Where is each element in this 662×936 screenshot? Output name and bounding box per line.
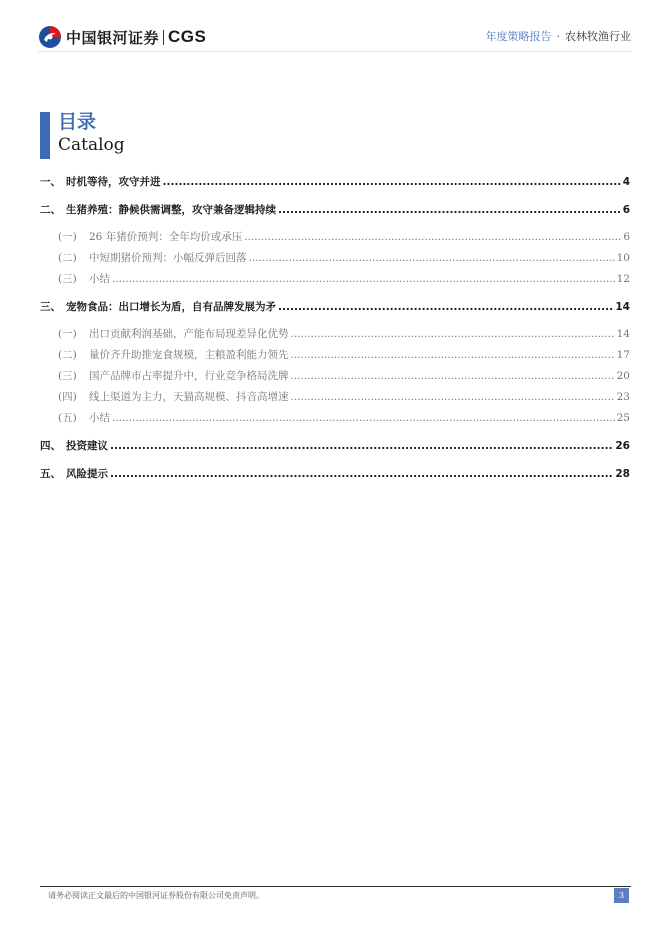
table-of-contents	[40, 172, 630, 485]
toc-number: (四)	[58, 391, 77, 403]
toc-entry-section-3-1[interactable]	[40, 324, 630, 345]
dot-leader	[249, 248, 615, 269]
toc-label: 中短期猪价预判：小幅反弹后回落	[89, 252, 247, 264]
toc-label: 26 年猪价预判：全年均价或承压	[89, 231, 243, 243]
dot-leader	[291, 345, 615, 366]
toc-entry-section-1[interactable]	[40, 172, 630, 193]
toc-page-number: 17	[616, 349, 630, 361]
toc-label: 投资建议	[66, 440, 108, 452]
dot-leader	[112, 269, 615, 290]
catalog-title-cn: 目录	[58, 111, 97, 133]
industry-name: 农林牧渔行业	[565, 30, 631, 43]
toc-page-number: 6	[623, 231, 630, 243]
toc-page-number: 10	[616, 252, 630, 264]
report-category	[486, 28, 632, 44]
dot-leader	[291, 387, 615, 408]
toc-label: 量价齐升助推宠食规模，主粮盈利能力领先	[89, 349, 289, 361]
toc-entry-section-3-3[interactable]	[40, 366, 630, 387]
toc-number: (一)	[58, 231, 77, 243]
header-separator: ·	[556, 30, 560, 43]
header-divider	[38, 51, 631, 52]
title-accent-bar	[40, 112, 50, 159]
toc-entry-section-5[interactable]	[40, 464, 630, 485]
dot-leader	[110, 464, 613, 485]
dot-leader	[163, 172, 621, 193]
toc-page-number: 23	[616, 391, 630, 403]
toc-page-number: 4	[622, 176, 630, 188]
dot-leader	[291, 324, 615, 345]
toc-entry-section-4[interactable]	[40, 436, 630, 457]
footer-divider	[40, 886, 631, 887]
dot-leader	[112, 408, 615, 429]
toc-number: 五、	[40, 468, 61, 480]
toc-number: 一、	[40, 176, 61, 188]
dot-leader	[278, 297, 613, 318]
toc-entry-section-2-2[interactable]	[40, 248, 630, 269]
toc-page-number: 14	[615, 301, 630, 313]
dot-leader	[291, 366, 615, 387]
toc-page-number: 14	[616, 328, 630, 340]
toc-number: (二)	[58, 252, 77, 264]
dot-leader	[110, 436, 613, 457]
toc-label: 宠物食品：出口增长为盾，自有品牌发展为矛	[66, 301, 276, 313]
toc-number: (五)	[58, 412, 77, 424]
toc-label: 小结	[89, 412, 110, 424]
toc-entry-section-3-5[interactable]	[40, 408, 630, 429]
toc-page-number: 6	[622, 204, 630, 216]
toc-entry-section-3-2[interactable]	[40, 345, 630, 366]
cgs-logo-icon	[38, 25, 62, 49]
toc-label: 小结	[89, 273, 110, 285]
logo-english-name: CGS	[168, 27, 207, 46]
toc-label: 线上渠道为主力，天猫高规模、抖音高增速	[89, 391, 289, 403]
dot-leader	[244, 227, 621, 248]
toc-label: 出口贡献利润基础，产能布局现差异化优势	[89, 328, 289, 340]
report-type: 年度策略报告	[485, 30, 552, 43]
toc-label: 生猪养殖：静候供需调整，攻守兼备逻辑持续	[66, 204, 276, 216]
toc-number: (一)	[58, 328, 77, 340]
toc-number: (三)	[58, 273, 77, 285]
toc-page-number: 28	[615, 468, 630, 480]
toc-entry-section-2-1[interactable]	[40, 227, 630, 248]
toc-entry-section-3[interactable]	[40, 297, 630, 318]
toc-entry-section-2-3[interactable]	[40, 269, 630, 290]
toc-number: 三、	[40, 301, 61, 313]
logo-divider	[163, 30, 164, 45]
toc-number: 二、	[40, 204, 61, 216]
page-header	[0, 0, 662, 60]
logo-chinese-name: 中国银河证券	[66, 28, 160, 47]
toc-number: 四、	[40, 440, 61, 452]
toc-page-number: 25	[616, 412, 630, 424]
toc-number: (二)	[58, 349, 77, 361]
toc-label: 时机等待，攻守并进	[66, 176, 161, 188]
toc-entry-section-2[interactable]	[40, 200, 630, 221]
catalog-title-en: Catalog	[58, 135, 125, 155]
toc-label: 国产品牌市占率提升中，行业竞争格局洗牌	[89, 370, 289, 382]
toc-page-number: 20	[616, 370, 630, 382]
toc-label: 风险提示	[66, 468, 108, 480]
toc-entry-section-3-4[interactable]	[40, 387, 630, 408]
footer-disclaimer: 请务必阅读正文最后的中国银河证券股份有限公司免责声明。	[48, 891, 264, 900]
dot-leader	[278, 200, 621, 221]
toc-page-number: 12	[616, 273, 630, 285]
page-number-badge: 3	[614, 888, 629, 903]
toc-number: (三)	[58, 370, 77, 382]
toc-page-number: 26	[615, 440, 630, 452]
brand-logo	[38, 24, 206, 50]
